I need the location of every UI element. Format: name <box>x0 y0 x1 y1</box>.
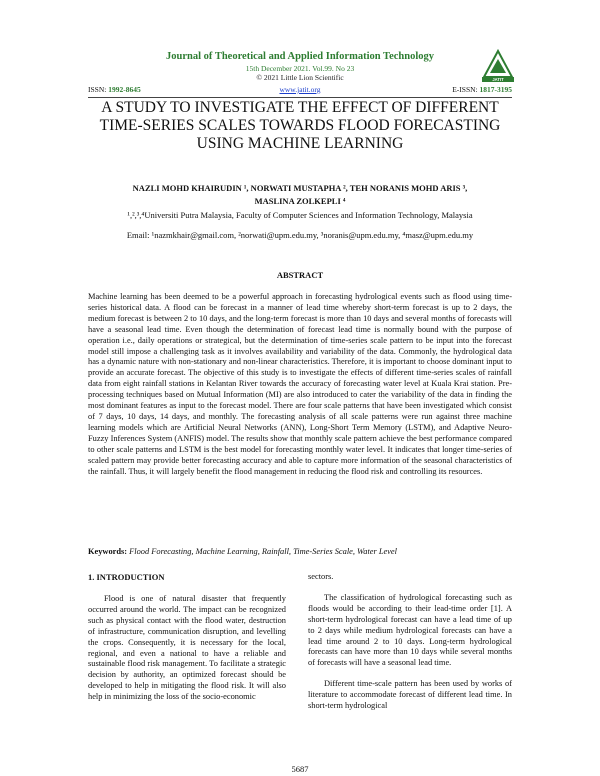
journal-issue: 15th December 2021. Vol.99. No 23 <box>245 64 355 73</box>
journal-title: Journal of Theoretical and Applied Information Technology <box>166 51 434 62</box>
eissn: E-ISSN: 1817-3195 <box>452 85 512 94</box>
right-column <box>308 572 512 712</box>
left-column <box>88 594 286 703</box>
keywords-text: Flood Forecasting, Machine Learning, Rainfall, Time-Series Scale, Water Level <box>129 547 397 556</box>
journal-copyright: © 2021 Little Lion Scientific <box>256 73 344 82</box>
author-emails: Email: ¹nazmkhair@gmail.com, ²norwati@upm.edu.my, ³noranis@upm.edu.my, ⁴masz@upm.edu.my <box>126 230 474 240</box>
abstract-heading: ABSTRACT <box>276 270 324 280</box>
issn-row <box>88 85 512 98</box>
keywords-label: Keywords: <box>88 547 128 556</box>
intro-continuation: sectors. <box>308 572 334 581</box>
paper-title: A STUDY TO INVESTIGATE THE EFFECT OF DIFFERENT TIME-SERIES SCALES TOWARDS FLOOD FORECASTING USING MACHINE LEARNING <box>99 99 501 152</box>
keywords <box>88 547 512 556</box>
authors-line-1: NAZLI MOHD KHAIRUDIN ¹, NORWATI MUSTAPHA ², TEH NORANIS MOHD ARIS ³, <box>132 183 468 193</box>
intro-paragraph-3: Different time-scale pattern has been used by works of literature to accommodate forecast of different lead time. In short-term hydrological <box>308 679 512 711</box>
journal-website-link[interactable]: www.jatit.org <box>279 85 321 94</box>
abstract-text: Machine learning has been deemed to be a powerful approach in forecasting hydrological events such as flood using time-series historical data. A flood can be forecast in a manner of lead time whereby short-term forecast is up to 2 days, the medium forecast is between 2 to 10 days, and the long-term forecast is more than 10 days and several months of forecasts will have a seasonal lead time. Even though the determination of forecast lead time is normally bound with the purpose of operation i.e., daily operations or strategical, but the determination of time-series scale pattern to be input into the forecast model still impose a challenging task as it involves availability and variability of the data. Commonly, the hydrological data has a dynamic nature with non-stationary and non-linear characteristics. Therefore, it is important to choose dominant input to provide an accurate forecast. The objective of this study is to investigate the effects of different time-series scales of rainfall data from eight rainfall stations in Kelantan River towards the accuracy of forecasting water level at Kuala Krai station. Pre-processing techniques based on Mutual Information (MI) are also introduced to cater the variability of the data in finding the most dominant features as input to the forecast model. There are four scale patterns that have been investigated which consist of 7 days, 10 days, 14 days, and monthly. The forecasting analysis of all scale patterns were run against three machine learning models which are Artificial Neural Networks (ANN), Long-Short Term Memory (LSTM), and Adaptive Neuro-Fuzzy Inferences System (ANFIS) model. The results show that monthly scale pattern achieve the best performance compared to other scale patterns and LSTM is the best model for forecasting monthly water level. It indicates that longer time-series of scaled pattern may provide better forecasting accuracy and able to capture more information of the seasonal characteristics of the rainfall. Thus, it will largely benefit the flood management in reducing the flood risk and controlling its resources. <box>88 292 512 476</box>
authors <box>88 182 512 208</box>
intro-paragraph-1: Flood is one of natural disaster that frequently occurred around the world. The impact can be recognized such as physical contact with the flood water, destruction of infrastructure, communication disruption, and levelling the crops. Consequently, it is necessary for the local, regional, and even a national to have a reliable and sustainable flood risk management. To facilitate a strategic decision by authority, an optimized forecast should be developed to help in mitigating the flood risk. It will also help in minimizing the loss of the socio-economic <box>88 594 286 702</box>
issn: ISSN: 1992-8645 <box>88 85 141 94</box>
intro-paragraph-2: The classification of hydrological forecasting such as floods would be according to their lead-time order [1]. A short-term hydrological forecast can have a lead time of up to 2 days while medium hydrological forecasts can have a lead time around 2 to 10 days. Long-term hydrological forecasts can have more than 10 days while several months of forecasts will have a seasonal lead time. <box>308 592 512 668</box>
logo-text: JATIT <box>492 77 504 83</box>
journal-logo <box>480 47 516 83</box>
section-heading-introduction: 1. INTRODUCTION <box>88 572 165 582</box>
affiliation: ¹,²,³,⁴Universiti Putra Malaysia, Faculty of Computer Sciences and Information Technology, Malaysia <box>127 210 473 220</box>
page-number: 5687 <box>291 764 309 774</box>
authors-line-2: MASLINA ZOLKEPLI ⁴ <box>254 196 346 206</box>
